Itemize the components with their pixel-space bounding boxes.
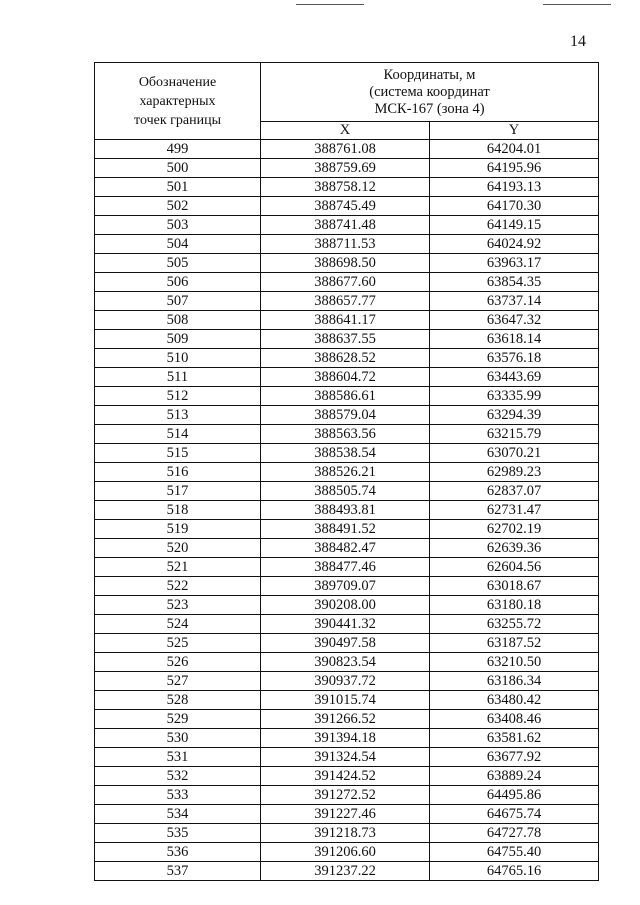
point-designation-header: Обозначение характерных точек границы bbox=[95, 63, 261, 140]
table-row bbox=[95, 197, 599, 216]
table-row bbox=[95, 577, 599, 596]
x-coordinate-cell: 391424.52 bbox=[261, 767, 430, 786]
x-coordinate-cell: 388758.12 bbox=[261, 178, 430, 197]
table-row bbox=[95, 216, 599, 235]
point-id-cell: 507 bbox=[95, 292, 261, 311]
x-coordinate-cell: 390937.72 bbox=[261, 672, 430, 691]
point-id-cell: 501 bbox=[95, 178, 261, 197]
point-id-cell: 521 bbox=[95, 558, 261, 577]
point-id-cell: 499 bbox=[95, 140, 261, 159]
y-coordinate-cell: 63408.46 bbox=[430, 710, 599, 729]
table-row bbox=[95, 843, 599, 862]
table-row bbox=[95, 178, 599, 197]
y-coordinate-cell: 63963.17 bbox=[430, 254, 599, 273]
table-row bbox=[95, 539, 599, 558]
point-id-cell: 512 bbox=[95, 387, 261, 406]
table-row bbox=[95, 862, 599, 881]
point-id-cell: 531 bbox=[95, 748, 261, 767]
point-id-cell: 511 bbox=[95, 368, 261, 387]
point-id-cell: 503 bbox=[95, 216, 261, 235]
table-row bbox=[95, 406, 599, 425]
point-id-cell: 533 bbox=[95, 786, 261, 805]
table-row bbox=[95, 235, 599, 254]
y-coordinate-cell: 64024.92 bbox=[430, 235, 599, 254]
table-row bbox=[95, 368, 599, 387]
table-row bbox=[95, 672, 599, 691]
x-coordinate-cell: 390208.00 bbox=[261, 596, 430, 615]
y-coordinate-cell: 62731.47 bbox=[430, 501, 599, 520]
y-coordinate-cell: 63294.39 bbox=[430, 406, 599, 425]
y-coordinate-cell: 63581.62 bbox=[430, 729, 599, 748]
y-coordinate-cell: 63187.52 bbox=[430, 634, 599, 653]
x-coordinate-cell: 388741.48 bbox=[261, 216, 430, 235]
point-id-cell: 505 bbox=[95, 254, 261, 273]
table-row bbox=[95, 558, 599, 577]
point-id-cell: 526 bbox=[95, 653, 261, 672]
x-column-header: X bbox=[261, 122, 430, 140]
y-coordinate-cell: 62837.07 bbox=[430, 482, 599, 501]
y-coordinate-cell: 63443.69 bbox=[430, 368, 599, 387]
y-coordinate-cell: 63070.21 bbox=[430, 444, 599, 463]
y-coordinate-cell: 63647.32 bbox=[430, 311, 599, 330]
table-row bbox=[95, 615, 599, 634]
x-coordinate-cell: 391218.73 bbox=[261, 824, 430, 843]
point-id-cell: 510 bbox=[95, 349, 261, 368]
point-id-cell: 536 bbox=[95, 843, 261, 862]
y-coordinate-cell: 63215.79 bbox=[430, 425, 599, 444]
y-coordinate-cell: 63737.14 bbox=[430, 292, 599, 311]
table-body bbox=[95, 140, 599, 881]
table-row bbox=[95, 273, 599, 292]
x-coordinate-cell: 391394.18 bbox=[261, 729, 430, 748]
point-id-cell: 520 bbox=[95, 539, 261, 558]
y-coordinate-cell: 64170.30 bbox=[430, 197, 599, 216]
table-row bbox=[95, 444, 599, 463]
y-coordinate-cell: 63186.34 bbox=[430, 672, 599, 691]
x-coordinate-cell: 390823.54 bbox=[261, 653, 430, 672]
x-coordinate-cell: 390441.32 bbox=[261, 615, 430, 634]
x-coordinate-cell: 391272.52 bbox=[261, 786, 430, 805]
table-row bbox=[95, 387, 599, 406]
table-row bbox=[95, 425, 599, 444]
table-row bbox=[95, 292, 599, 311]
y-coordinate-cell: 63480.42 bbox=[430, 691, 599, 710]
point-id-cell: 519 bbox=[95, 520, 261, 539]
table-row bbox=[95, 634, 599, 653]
x-coordinate-cell: 388657.77 bbox=[261, 292, 430, 311]
point-id-cell: 525 bbox=[95, 634, 261, 653]
coordinates-table bbox=[94, 62, 599, 881]
y-coordinate-cell: 64193.13 bbox=[430, 178, 599, 197]
top-rule-right bbox=[543, 4, 611, 5]
y-coordinate-cell: 63255.72 bbox=[430, 615, 599, 634]
y-coordinate-cell: 63018.67 bbox=[430, 577, 599, 596]
point-id-cell: 516 bbox=[95, 463, 261, 482]
x-coordinate-cell: 390497.58 bbox=[261, 634, 430, 653]
x-coordinate-cell: 391266.52 bbox=[261, 710, 430, 729]
point-id-cell: 515 bbox=[95, 444, 261, 463]
point-id-cell: 500 bbox=[95, 159, 261, 178]
point-id-cell: 524 bbox=[95, 615, 261, 634]
point-id-cell: 517 bbox=[95, 482, 261, 501]
point-id-cell: 530 bbox=[95, 729, 261, 748]
point-id-cell: 502 bbox=[95, 197, 261, 216]
table-row bbox=[95, 710, 599, 729]
y-coordinate-cell: 62604.56 bbox=[430, 558, 599, 577]
point-id-cell: 518 bbox=[95, 501, 261, 520]
x-coordinate-cell: 391015.74 bbox=[261, 691, 430, 710]
x-coordinate-cell: 388677.60 bbox=[261, 273, 430, 292]
point-id-cell: 529 bbox=[95, 710, 261, 729]
x-coordinate-cell: 391324.54 bbox=[261, 748, 430, 767]
table-row bbox=[95, 330, 599, 349]
table-row bbox=[95, 140, 599, 159]
x-coordinate-cell: 388586.61 bbox=[261, 387, 430, 406]
point-id-cell: 535 bbox=[95, 824, 261, 843]
x-coordinate-cell: 391227.46 bbox=[261, 805, 430, 824]
y-coordinate-cell: 64204.01 bbox=[430, 140, 599, 159]
point-id-cell: 534 bbox=[95, 805, 261, 824]
point-id-cell: 506 bbox=[95, 273, 261, 292]
point-id-cell: 509 bbox=[95, 330, 261, 349]
y-coordinate-cell: 64765.16 bbox=[430, 862, 599, 881]
table-row bbox=[95, 520, 599, 539]
x-coordinate-cell: 388482.47 bbox=[261, 539, 430, 558]
y-coordinate-cell: 63889.24 bbox=[430, 767, 599, 786]
point-id-cell: 537 bbox=[95, 862, 261, 881]
x-coordinate-cell: 388493.81 bbox=[261, 501, 430, 520]
x-coordinate-cell: 388628.52 bbox=[261, 349, 430, 368]
x-coordinate-cell: 388604.72 bbox=[261, 368, 430, 387]
x-coordinate-cell: 391206.60 bbox=[261, 843, 430, 862]
x-coordinate-cell: 388711.53 bbox=[261, 235, 430, 254]
table-row bbox=[95, 596, 599, 615]
y-coordinate-cell: 63618.14 bbox=[430, 330, 599, 349]
point-id-cell: 523 bbox=[95, 596, 261, 615]
x-coordinate-cell: 388526.21 bbox=[261, 463, 430, 482]
table-row bbox=[95, 501, 599, 520]
table-row bbox=[95, 824, 599, 843]
y-coordinate-cell: 63335.99 bbox=[430, 387, 599, 406]
page-number: 14 bbox=[570, 33, 586, 50]
table-row bbox=[95, 805, 599, 824]
x-coordinate-cell: 388637.55 bbox=[261, 330, 430, 349]
x-coordinate-cell: 388641.17 bbox=[261, 311, 430, 330]
point-id-cell: 514 bbox=[95, 425, 261, 444]
y-coordinate-cell: 63576.18 bbox=[430, 349, 599, 368]
x-coordinate-cell: 388698.50 bbox=[261, 254, 430, 273]
y-coordinate-cell: 62639.36 bbox=[430, 539, 599, 558]
y-coordinate-cell: 63677.92 bbox=[430, 748, 599, 767]
table-row bbox=[95, 691, 599, 710]
x-coordinate-cell: 388745.49 bbox=[261, 197, 430, 216]
x-coordinate-cell: 391237.22 bbox=[261, 862, 430, 881]
point-id-cell: 532 bbox=[95, 767, 261, 786]
table-row bbox=[95, 463, 599, 482]
y-coordinate-cell: 64495.86 bbox=[430, 786, 599, 805]
top-rule-left bbox=[296, 4, 364, 5]
y-coordinate-cell: 63180.18 bbox=[430, 596, 599, 615]
x-coordinate-cell: 388759.69 bbox=[261, 159, 430, 178]
x-coordinate-cell: 388563.56 bbox=[261, 425, 430, 444]
point-id-cell: 528 bbox=[95, 691, 261, 710]
coordinates-header: Координаты, м (система координат МСК-167 (зона 4) bbox=[261, 63, 599, 122]
point-id-cell: 522 bbox=[95, 577, 261, 596]
x-coordinate-cell: 388505.74 bbox=[261, 482, 430, 501]
x-coordinate-cell: 388477.46 bbox=[261, 558, 430, 577]
table-row bbox=[95, 729, 599, 748]
table-row bbox=[95, 767, 599, 786]
table-row bbox=[95, 254, 599, 273]
x-coordinate-cell: 388761.08 bbox=[261, 140, 430, 159]
x-coordinate-cell: 388579.04 bbox=[261, 406, 430, 425]
y-coordinate-cell: 64727.78 bbox=[430, 824, 599, 843]
y-coordinate-cell: 62989.23 bbox=[430, 463, 599, 482]
y-coordinate-cell: 64755.40 bbox=[430, 843, 599, 862]
y-coordinate-cell: 64195.96 bbox=[430, 159, 599, 178]
x-coordinate-cell: 388491.52 bbox=[261, 520, 430, 539]
x-coordinate-cell: 388538.54 bbox=[261, 444, 430, 463]
y-coordinate-cell: 62702.19 bbox=[430, 520, 599, 539]
table-row bbox=[95, 349, 599, 368]
point-id-cell: 527 bbox=[95, 672, 261, 691]
table-row bbox=[95, 159, 599, 178]
x-coordinate-cell: 389709.07 bbox=[261, 577, 430, 596]
table-row bbox=[95, 311, 599, 330]
table-row bbox=[95, 653, 599, 672]
y-coordinate-cell: 64675.74 bbox=[430, 805, 599, 824]
y-coordinate-cell: 63854.35 bbox=[430, 273, 599, 292]
y-coordinate-cell: 64149.15 bbox=[430, 216, 599, 235]
table-row bbox=[95, 482, 599, 501]
point-id-cell: 508 bbox=[95, 311, 261, 330]
y-column-header: Y bbox=[430, 122, 599, 140]
point-id-cell: 513 bbox=[95, 406, 261, 425]
table-row bbox=[95, 748, 599, 767]
table-row bbox=[95, 786, 599, 805]
point-id-cell: 504 bbox=[95, 235, 261, 254]
y-coordinate-cell: 63210.50 bbox=[430, 653, 599, 672]
